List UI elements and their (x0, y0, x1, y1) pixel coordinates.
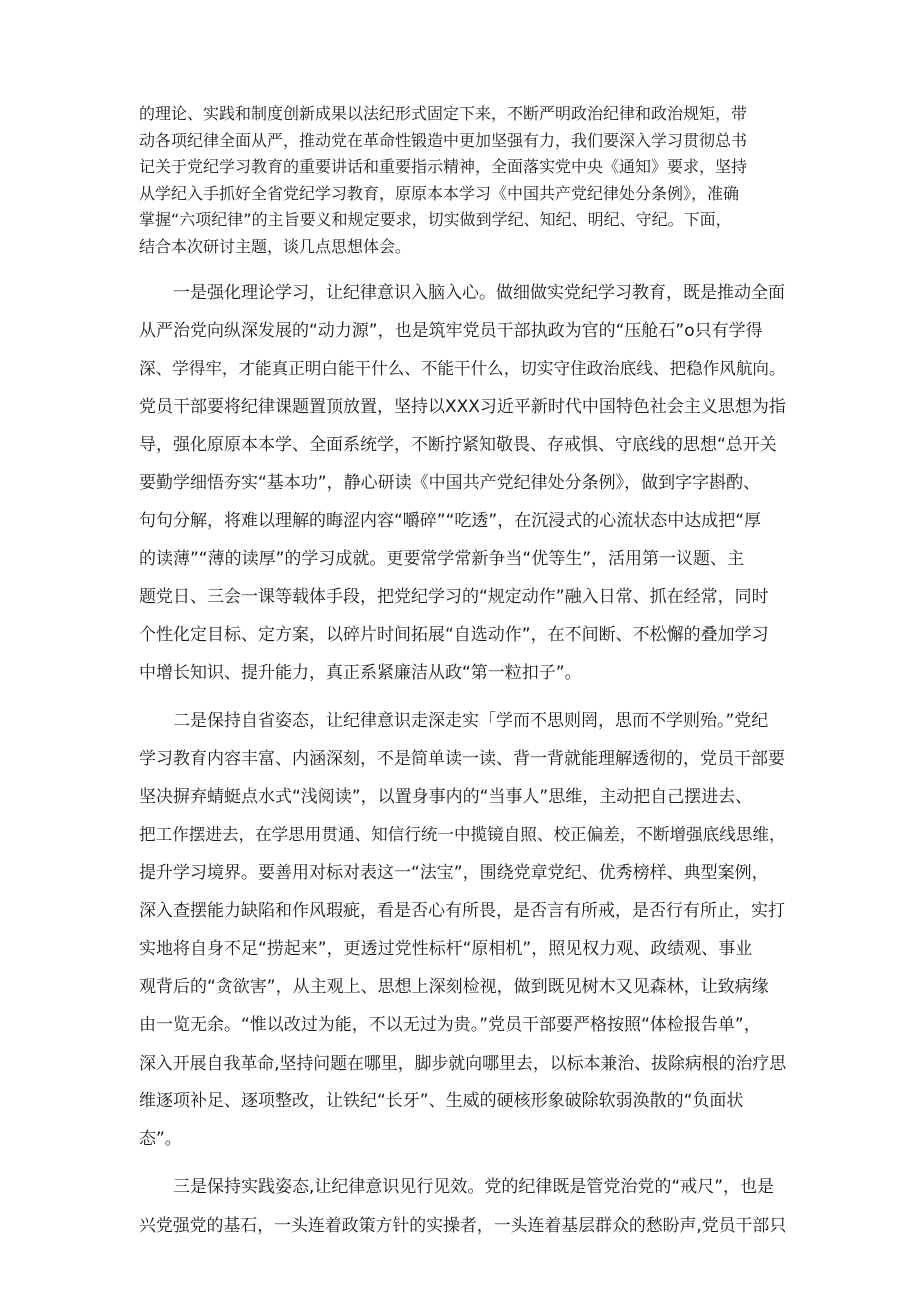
text-line: 二是保持自省姿态，让纪律意识走深走实「学而不思则罔，思而不学则殆。”党纪 (173, 711, 769, 731)
text-line: 一是强化理论学习，让纪律意识入脑入心。做细做实党纪学习教育，既是推动全面 (173, 283, 785, 303)
text-line: 记关于党纪学习教育的重要讲话和重要指示精神，全面落实党中央《通知》要求，坚持 (139, 157, 748, 176)
text-line: 个性化定目标、定方案，以碎片时间拓展“自选动作”，在不间断、不松懈的叠加学习 (139, 625, 769, 645)
text-line: 的读薄”“薄的读厚”的学习成就。更要常学常新争当“优等生”，活用第一议题、主 (139, 549, 745, 569)
text-line: 学习教育内容丰富、内涵深刻，不是简单读一读、背一背就能理解透彻的，党员干部要 (139, 749, 785, 769)
text-line: 深入查摆能力缺陷和作风瑕疵，看是否心有所畏，是否言有所戒，是否行有所止，实打 (139, 901, 785, 921)
text-line: 中增长知识、提升能力，真正系紧廉洁从政“第一粒扣子”。 (139, 663, 582, 683)
text-line: 深、学得牢，才能真正明白能干什么、不能干什么，切实守住政治底线、把稳作风航向。 (139, 359, 786, 378)
text-line: 掌握“六项纪律”的主旨要义和规定要求，切实做到学纪、知纪、明纪、守纪。下面， (139, 210, 732, 229)
text-line: 结合本次研讨主题，谈几点思想体会。 (139, 237, 412, 256)
text-line: 观背后的“贪欲害”，从主观上、思想上深刻检视，做到既见树木又见森林，让致病缘 (139, 977, 769, 997)
text-line: 兴党强党的基石，一头连着政策方针的实操者，一头连着基层群众的愁盼声,党员干部只 (139, 1215, 787, 1235)
text-line: 从学纪入手抓好全省党纪学习教育，原原本本学习《中国共产党纪律处分条例》，准确 (139, 184, 740, 203)
text-line: 导，强化原原本本学、全面系统学，不断拧紧知敬畏、存戒惧、守底线的思想“总开关 (139, 435, 777, 455)
text-line: 由一览无余。“惟以改过为能，不以无过为贵。”党员干部要严格按照“体检报告单”， (139, 1015, 761, 1035)
text-line: 三是保持实践姿态,让纪律意识见行见效。党的纪律既是管党治党的“戒尺”，也是 (173, 1177, 775, 1197)
text-line: 动各项纪律全面从严，推动党在革命性锻造中更加坚强有力，我们要深入学习贯彻总书 (139, 131, 748, 150)
text-line: 党员干部要将纪律课题置顶放置，坚持以XXX习近平新时代中国特色社会主义思想为指 (139, 397, 786, 417)
text-line: 的理论、实践和制度创新成果以法纪形式固定下来，不断严明政治纪律和政治规矩，带 (139, 104, 748, 123)
text-line: 从严治党向纵深发展的“动力源”，也是筑牢党员干部执政为官的“压舱石”o只有学得 (139, 321, 763, 341)
text-line: 要勤学细悟夯实“基本功”，静心研读《中国共产党纪律处分条例》，做到字字斟酌、 (139, 473, 761, 493)
text-line: 实地将自身不足“捞起来”，更透过党性标杆“原相机”，照见权力观、政绩观、事业 (139, 939, 753, 959)
text-line: 提升学习境界。要善用对标对表这一“法宝”，围绕党章党纪、优秀榜样、典型案例， (139, 863, 769, 883)
text-line: 态”。 (139, 1129, 182, 1149)
text-line: 把工作摆进去，在学思用贯通、知信行统一中揽镜自照、校正偏差，不断增强底线思维， (139, 825, 786, 844)
text-line: 深入开展自我革命,坚持问题在哪里，脚步就向哪里去，以标本兼治、拔除病根的治疗思 (139, 1053, 787, 1073)
text-line: 题党日、三会一课等载体手段，把党纪学习的“规定动作”融入日常、抓在经常，同时 (139, 587, 769, 607)
text-line: 坚决摒弃蜻蜓点水式“浅阅读”，以置身事内的“当事人”思维，主动把自己摆进去、 (139, 787, 753, 807)
text-line: 句句分解，将难以理解的晦涩内容“嚼碎”“吃透”，在沉浸式的心流状态中达成把“厚 (139, 511, 762, 531)
text-line: 维逐项补足、逐项整改，让铁纪“长牙”、生威的硬核形象破除软弱涣散的“负面状 (139, 1091, 744, 1111)
